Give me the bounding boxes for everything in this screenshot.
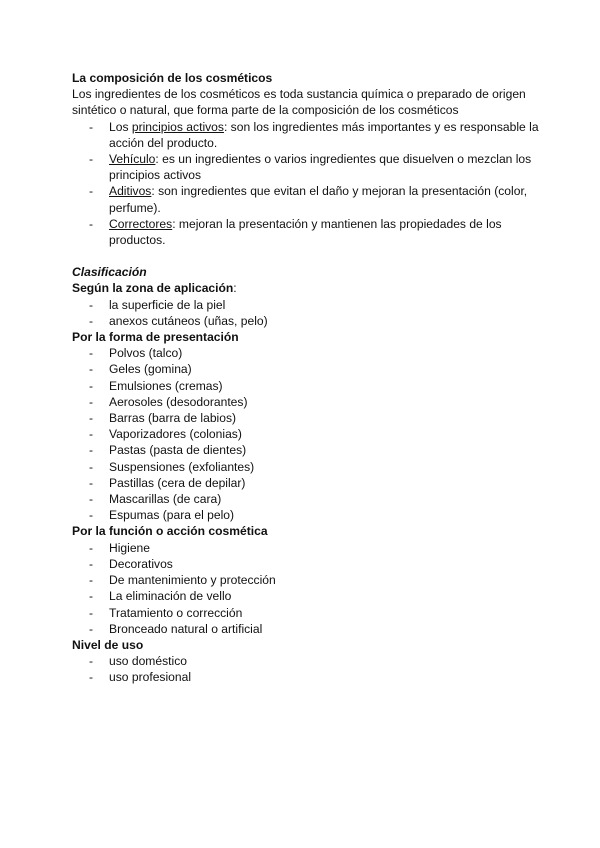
list-item xyxy=(72,507,542,523)
section-title: La composición de los cosméticos xyxy=(72,71,273,85)
list-item xyxy=(72,345,542,361)
dash-bullet: - xyxy=(89,216,94,231)
intro-paragraph: Los ingredientes de los cosméticos es toda sustancia química o preparado de origen sintético o natural, que forma parte de la composición de los cosméticos xyxy=(72,87,526,118)
list-item xyxy=(72,442,542,458)
list-item-text: uso profesional xyxy=(109,670,192,685)
dash-bullet: - xyxy=(89,492,94,507)
heading-text: Nivel de uso xyxy=(72,637,144,652)
dash-bullet: - xyxy=(89,297,94,312)
list-item xyxy=(72,183,542,215)
list-item-text: Vaporizadores (colonias) xyxy=(109,427,242,442)
list-item-text: Tratamiento o corrección xyxy=(109,605,243,620)
item-term: Vehículo xyxy=(109,152,156,167)
list-item xyxy=(72,475,542,491)
list-item xyxy=(72,540,542,556)
list-item-text: Espumas (para el pelo) xyxy=(109,508,235,523)
dash-bullet: - xyxy=(89,459,94,474)
list-item-text: anexos cutáneos (uñas, pelo) xyxy=(109,313,268,328)
list-item-text: Barras (barra de labios) xyxy=(109,411,237,426)
dash-bullet: - xyxy=(89,670,94,685)
document-content xyxy=(72,70,542,686)
dash-bullet: - xyxy=(89,605,94,620)
list-item-text: Emulsiones (cremas) xyxy=(109,378,223,393)
dash-bullet: - xyxy=(89,621,94,636)
classification-heading xyxy=(72,523,542,539)
dash-bullet: - xyxy=(89,362,94,377)
dash-bullet: - xyxy=(89,184,94,199)
list-item-text: Pastillas (cera de depilar) xyxy=(109,475,246,490)
clasificacion-title: Clasificación xyxy=(72,265,147,280)
list-item xyxy=(72,459,542,475)
list-item xyxy=(72,410,542,426)
list-item-text: De mantenimiento y protección xyxy=(109,573,276,588)
dash-bullet: - xyxy=(89,443,94,458)
list-item-text: Geles (gomina) xyxy=(109,362,192,377)
blank-line xyxy=(72,248,542,264)
list-item-text: Decorativos xyxy=(109,556,173,571)
list-item xyxy=(72,297,542,313)
dash-bullet: - xyxy=(89,508,94,523)
list-item xyxy=(72,151,542,183)
list-item xyxy=(72,426,542,442)
list-item-text: La eliminación de vello xyxy=(109,589,232,604)
list-item xyxy=(72,313,542,329)
classification-heading xyxy=(72,280,542,296)
classification-sections xyxy=(72,280,542,685)
dash-bullet: - xyxy=(89,411,94,426)
list-item-text: Bronceado natural o artificial xyxy=(109,621,263,636)
classification-list xyxy=(72,540,542,637)
dash-bullet: - xyxy=(89,654,94,669)
dash-bullet: - xyxy=(89,394,94,409)
dash-bullet: - xyxy=(89,475,94,490)
item-description: : es un ingredientes o varios ingredientes que disuelven o mezclan los principios activos xyxy=(109,152,532,183)
list-item-text: Higiene xyxy=(109,540,151,555)
list-item xyxy=(72,556,542,572)
dash-bullet: - xyxy=(89,573,94,588)
heading-text: Por la forma de presentación xyxy=(72,330,239,345)
item-description: : son los ingredientes más importantes y es responsable la acción del producto. xyxy=(109,119,539,150)
list-item-text: Suspensiones (exfoliantes) xyxy=(109,459,255,474)
heading-suffix: : xyxy=(233,281,237,296)
item-term: Correctores xyxy=(109,216,173,231)
list-item xyxy=(72,653,542,669)
classification-list xyxy=(72,345,542,523)
item-term: Aditivos xyxy=(109,184,152,199)
dash-bullet: - xyxy=(89,313,94,328)
dash-bullet: - xyxy=(89,540,94,555)
list-item xyxy=(72,572,542,588)
dash-bullet: - xyxy=(89,119,94,134)
item-description: : mejoran la presentación y mantienen las propiedades de los productos. xyxy=(109,216,502,248)
list-item xyxy=(72,621,542,637)
list-item-text: uso doméstico xyxy=(109,654,187,669)
dash-bullet: - xyxy=(89,346,94,361)
list-item-text: la superficie de la piel xyxy=(109,297,226,312)
item-description: : son ingredientes que evitan el daño y mejoran la presentación (color, perfume). xyxy=(109,184,528,215)
list-item xyxy=(72,361,542,377)
dash-bullet: - xyxy=(89,152,94,167)
list-item-text: Aerosoles (desodorantes) xyxy=(109,394,248,409)
heading-text: Por la función o acción cosmética xyxy=(72,524,268,539)
classification-heading xyxy=(72,329,542,345)
list-item-text: Mascarillas (de cara) xyxy=(109,492,222,507)
dash-bullet: - xyxy=(89,589,94,604)
list-item xyxy=(72,605,542,621)
item-prefix: Los xyxy=(109,119,132,134)
list-item-text: Pastas (pasta de dientes) xyxy=(109,443,247,458)
ingredient-list xyxy=(72,119,542,249)
list-item xyxy=(72,216,542,248)
list-item xyxy=(72,491,542,507)
item-term: principios activos xyxy=(131,119,224,134)
dash-bullet: - xyxy=(89,427,94,442)
classification-heading xyxy=(72,637,542,653)
list-item xyxy=(72,669,542,685)
classification-list xyxy=(72,297,542,329)
classification-list xyxy=(72,653,542,685)
list-item xyxy=(72,588,542,604)
dash-bullet: - xyxy=(89,556,94,571)
list-item-text: Polvos (talco) xyxy=(109,346,183,361)
list-item xyxy=(72,394,542,410)
heading-text: Según la zona de aplicación xyxy=(72,281,234,296)
dash-bullet: - xyxy=(89,378,94,393)
list-item xyxy=(72,119,542,151)
list-item xyxy=(72,378,542,394)
